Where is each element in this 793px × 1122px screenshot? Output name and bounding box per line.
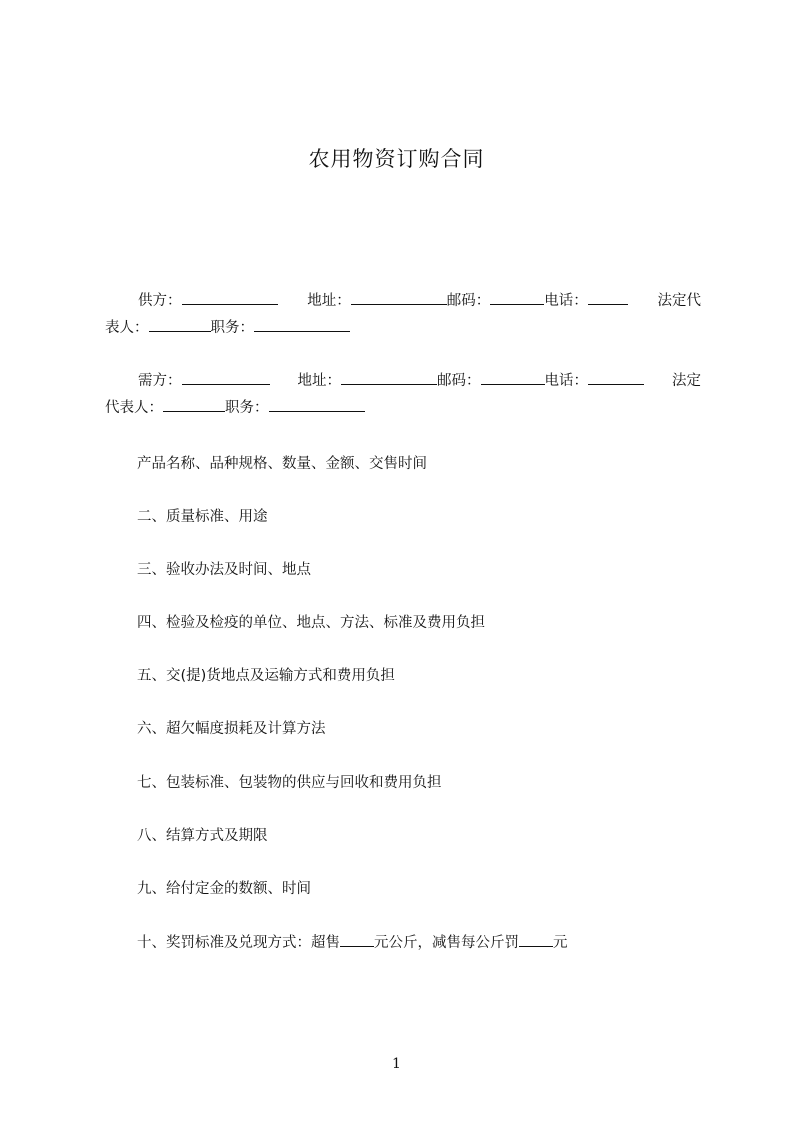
clause-10-prefix: 十、奖罚标准及兑现方式：超售 bbox=[137, 935, 340, 951]
clause-10-suffix: 元 bbox=[553, 935, 568, 951]
buyer-rep-label-cont: 代表人： bbox=[105, 400, 163, 416]
clause-9: 九、给付定金的数额、时间 bbox=[137, 881, 311, 897]
clause-3: 三、验收办法及时间、地点 bbox=[137, 562, 311, 578]
clause-7: 七、包装标准、包装物的供应与回收和费用负担 bbox=[137, 775, 442, 791]
buyer-name-field: 需方： bbox=[105, 368, 270, 395]
clause-1: 产品名称、品种规格、数量、金额、交售时间 bbox=[137, 456, 427, 472]
supplier-address-field: 地址： 邮码： 电话： bbox=[307, 288, 628, 315]
clause-10-mid: 元公斤，减售每公斤罚 bbox=[374, 935, 519, 951]
supplier-name-field: 供方： bbox=[105, 288, 278, 315]
buyer-address-blank[interactable] bbox=[341, 370, 437, 385]
buyer-address-field: 地址： 邮码： 电话： bbox=[298, 368, 645, 395]
supplier-position-label: 职务： bbox=[210, 320, 254, 336]
contract-title: 农用物资订购合同 bbox=[308, 147, 485, 171]
supplier-name-blank[interactable] bbox=[182, 290, 278, 305]
clause-6: 六、超欠幅度损耗及计算方法 bbox=[137, 721, 326, 737]
buyer-rep-blank[interactable] bbox=[163, 397, 225, 412]
supplier-position-blank[interactable] bbox=[254, 317, 350, 332]
supplier-phone-blank[interactable] bbox=[588, 290, 628, 305]
clause-4: 四、检验及检疫的单位、地点、方法、标准及费用负担 bbox=[137, 615, 485, 631]
supplier-block bbox=[105, 288, 701, 342]
page-number: 1 bbox=[392, 1056, 401, 1072]
clause-10 bbox=[137, 931, 568, 952]
supplier-rep-label: 法定代 bbox=[657, 293, 701, 309]
under-sale-penalty-blank[interactable] bbox=[519, 932, 553, 947]
clause-2: 二、质量标准、用途 bbox=[137, 509, 268, 525]
buyer-postcode-blank[interactable] bbox=[481, 370, 545, 385]
buyer-name-blank[interactable] bbox=[182, 370, 270, 385]
buyer-phone-blank[interactable] bbox=[588, 370, 644, 385]
supplier-rep-label-cont: 表人： bbox=[105, 320, 149, 336]
over-sale-bonus-blank[interactable] bbox=[340, 932, 374, 947]
buyer-block bbox=[105, 368, 701, 422]
supplier-rep-blank[interactable] bbox=[149, 317, 211, 332]
buyer-position-label: 职务： bbox=[225, 400, 269, 416]
supplier-address-blank[interactable] bbox=[351, 290, 447, 305]
clause-8: 八、结算方式及期限 bbox=[137, 828, 268, 844]
supplier-postcode-blank[interactable] bbox=[490, 290, 544, 305]
buyer-rep-label: 法定 bbox=[672, 373, 701, 389]
clause-5: 五、交(提)货地点及运输方式和费用负担 bbox=[137, 668, 395, 684]
buyer-position-blank[interactable] bbox=[269, 397, 365, 412]
